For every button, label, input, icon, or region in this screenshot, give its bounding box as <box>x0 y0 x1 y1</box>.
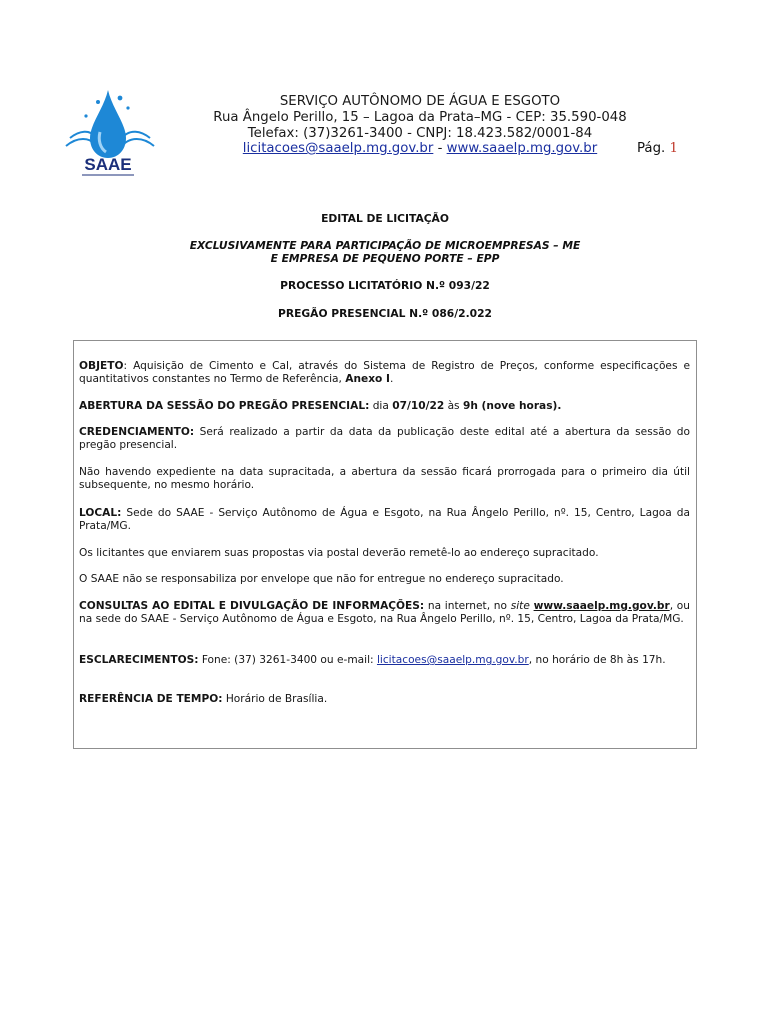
consultas-text: , ou na sede do SAAE - Serviço Autônomo de Água e Esgoto, na Rua Ângelo Perillo, nº. 15, Centro, Lagoa da Prata/MG. <box>79 600 690 625</box>
consultas-paragraph <box>79 600 690 626</box>
contact-separator: - <box>433 141 447 156</box>
consultas-url-link[interactable]: www.saaelp.mg.gov.br <box>533 600 670 612</box>
referencia-text: Horário de Brasília. <box>222 693 328 705</box>
credenciamento-label: CREDENCIAMENTO: <box>79 426 195 438</box>
objeto-end: . <box>389 373 394 385</box>
objeto-label: OBJETO <box>79 360 124 372</box>
objeto-anexo: Anexo I <box>345 373 390 385</box>
abertura-date: 07/10/22 <box>392 400 445 412</box>
esclarecimentos-paragraph <box>79 654 690 667</box>
esclarecimentos-text: , no horário de 8h às 17h. <box>528 654 666 666</box>
exclusive-line-2: E EMPRESA DE PEQUENO PORTE – EPP <box>270 252 500 265</box>
nao-responsabiliza-paragraph: O SAAE não se responsabiliza por envelope que não for entregue no endereço supracitado. <box>79 573 564 585</box>
consultas-label: CONSULTAS AO EDITAL E DIVULGAÇÃO DE INFORMAÇÕES: <box>79 600 425 612</box>
page-number: 1 <box>669 141 678 156</box>
org-phone-cnpj: Telefax: (37)3261-3400 - CNPJ: 18.423.582/0001-84 <box>247 126 593 141</box>
abertura-time: 9h (nove horas). <box>462 400 562 412</box>
abertura-mid: às <box>444 400 463 412</box>
abertura-pre: dia <box>369 400 393 412</box>
page-indicator <box>637 141 678 157</box>
consultas-site-word: site <box>510 600 530 612</box>
abertura-paragraph <box>79 400 690 413</box>
local-text: Sede do SAAE - Serviço Autônomo de Água e Esgoto, na Rua Ângelo Perillo, nº. 15, Centro, Lagoa da Prata/MG. <box>79 507 690 532</box>
esclarecimentos-label: ESCLARECIMENTOS: <box>79 654 199 666</box>
page-label: Pág. <box>637 141 670 156</box>
local-label: LOCAL: <box>79 507 122 519</box>
licitantes-paragraph: Os licitantes que enviarem suas propostas via postal deverão remetê-lo ao endereço supracitado. <box>79 547 599 559</box>
edital-title: EDITAL DE LICITAÇÃO <box>321 212 449 225</box>
nao-havendo-paragraph: Não havendo expediente na data supracitada, a abertura da sessão ficará prorrogada para o primeiro dia útil subsequente, no mesmo horário. <box>79 466 690 491</box>
email-link[interactable]: licitacoes@saaelp.mg.gov.br <box>242 141 434 156</box>
water-drop-icon <box>66 90 154 158</box>
objeto-text: : Aquisição de Cimento e Cal, através do Sistema de Registro de Preços, conforme especificações e quantitativos constantes no Termo de Referência, <box>79 360 690 385</box>
consultas-pre: na internet, no <box>424 600 511 612</box>
exclusive-line-1: EXCLUSIVAMENTE PARA PARTICIPAÇÃO DE MICROEMPRESAS – ME <box>189 239 581 252</box>
abertura-label: ABERTURA DA SESSÃO DO PREGÃO PRESENCIAL: <box>79 400 370 412</box>
local-paragraph <box>79 507 690 533</box>
credenciamento-paragraph <box>79 426 690 452</box>
referencia-paragraph <box>79 693 690 706</box>
objeto-paragraph <box>79 360 690 386</box>
website-link[interactable]: www.saaelp.mg.gov.br <box>446 141 598 156</box>
pregao-number: PREGÃO PRESENCIAL N.º 086/2.022 <box>278 307 492 320</box>
esclarecimentos-pre: Fone: (37) 3261-3400 ou e-mail: <box>198 654 377 666</box>
esclarecimentos-email-link[interactable]: licitacoes@saaelp.mg.gov.br <box>376 654 529 666</box>
credenciamento-text: Será realizado a partir da data da publicação deste edital até a abertura da sessão do pregão presencial. <box>79 426 690 451</box>
processo-number: PROCESSO LICITATÓRIO N.º 093/22 <box>280 279 490 292</box>
org-name: SERVIÇO AUTÔNOMO DE ÁGUA E ESGOTO <box>279 94 561 109</box>
org-address: Rua Ângelo Perillo, 15 – Lagoa da Prata–MG - CEP: 35.590-048 <box>213 110 627 125</box>
saae-logo-text: SAAE <box>84 155 132 174</box>
contact-line <box>180 141 660 157</box>
saae-logo <box>60 86 160 178</box>
referencia-label: REFERÊNCIA DE TEMPO: <box>79 693 223 705</box>
